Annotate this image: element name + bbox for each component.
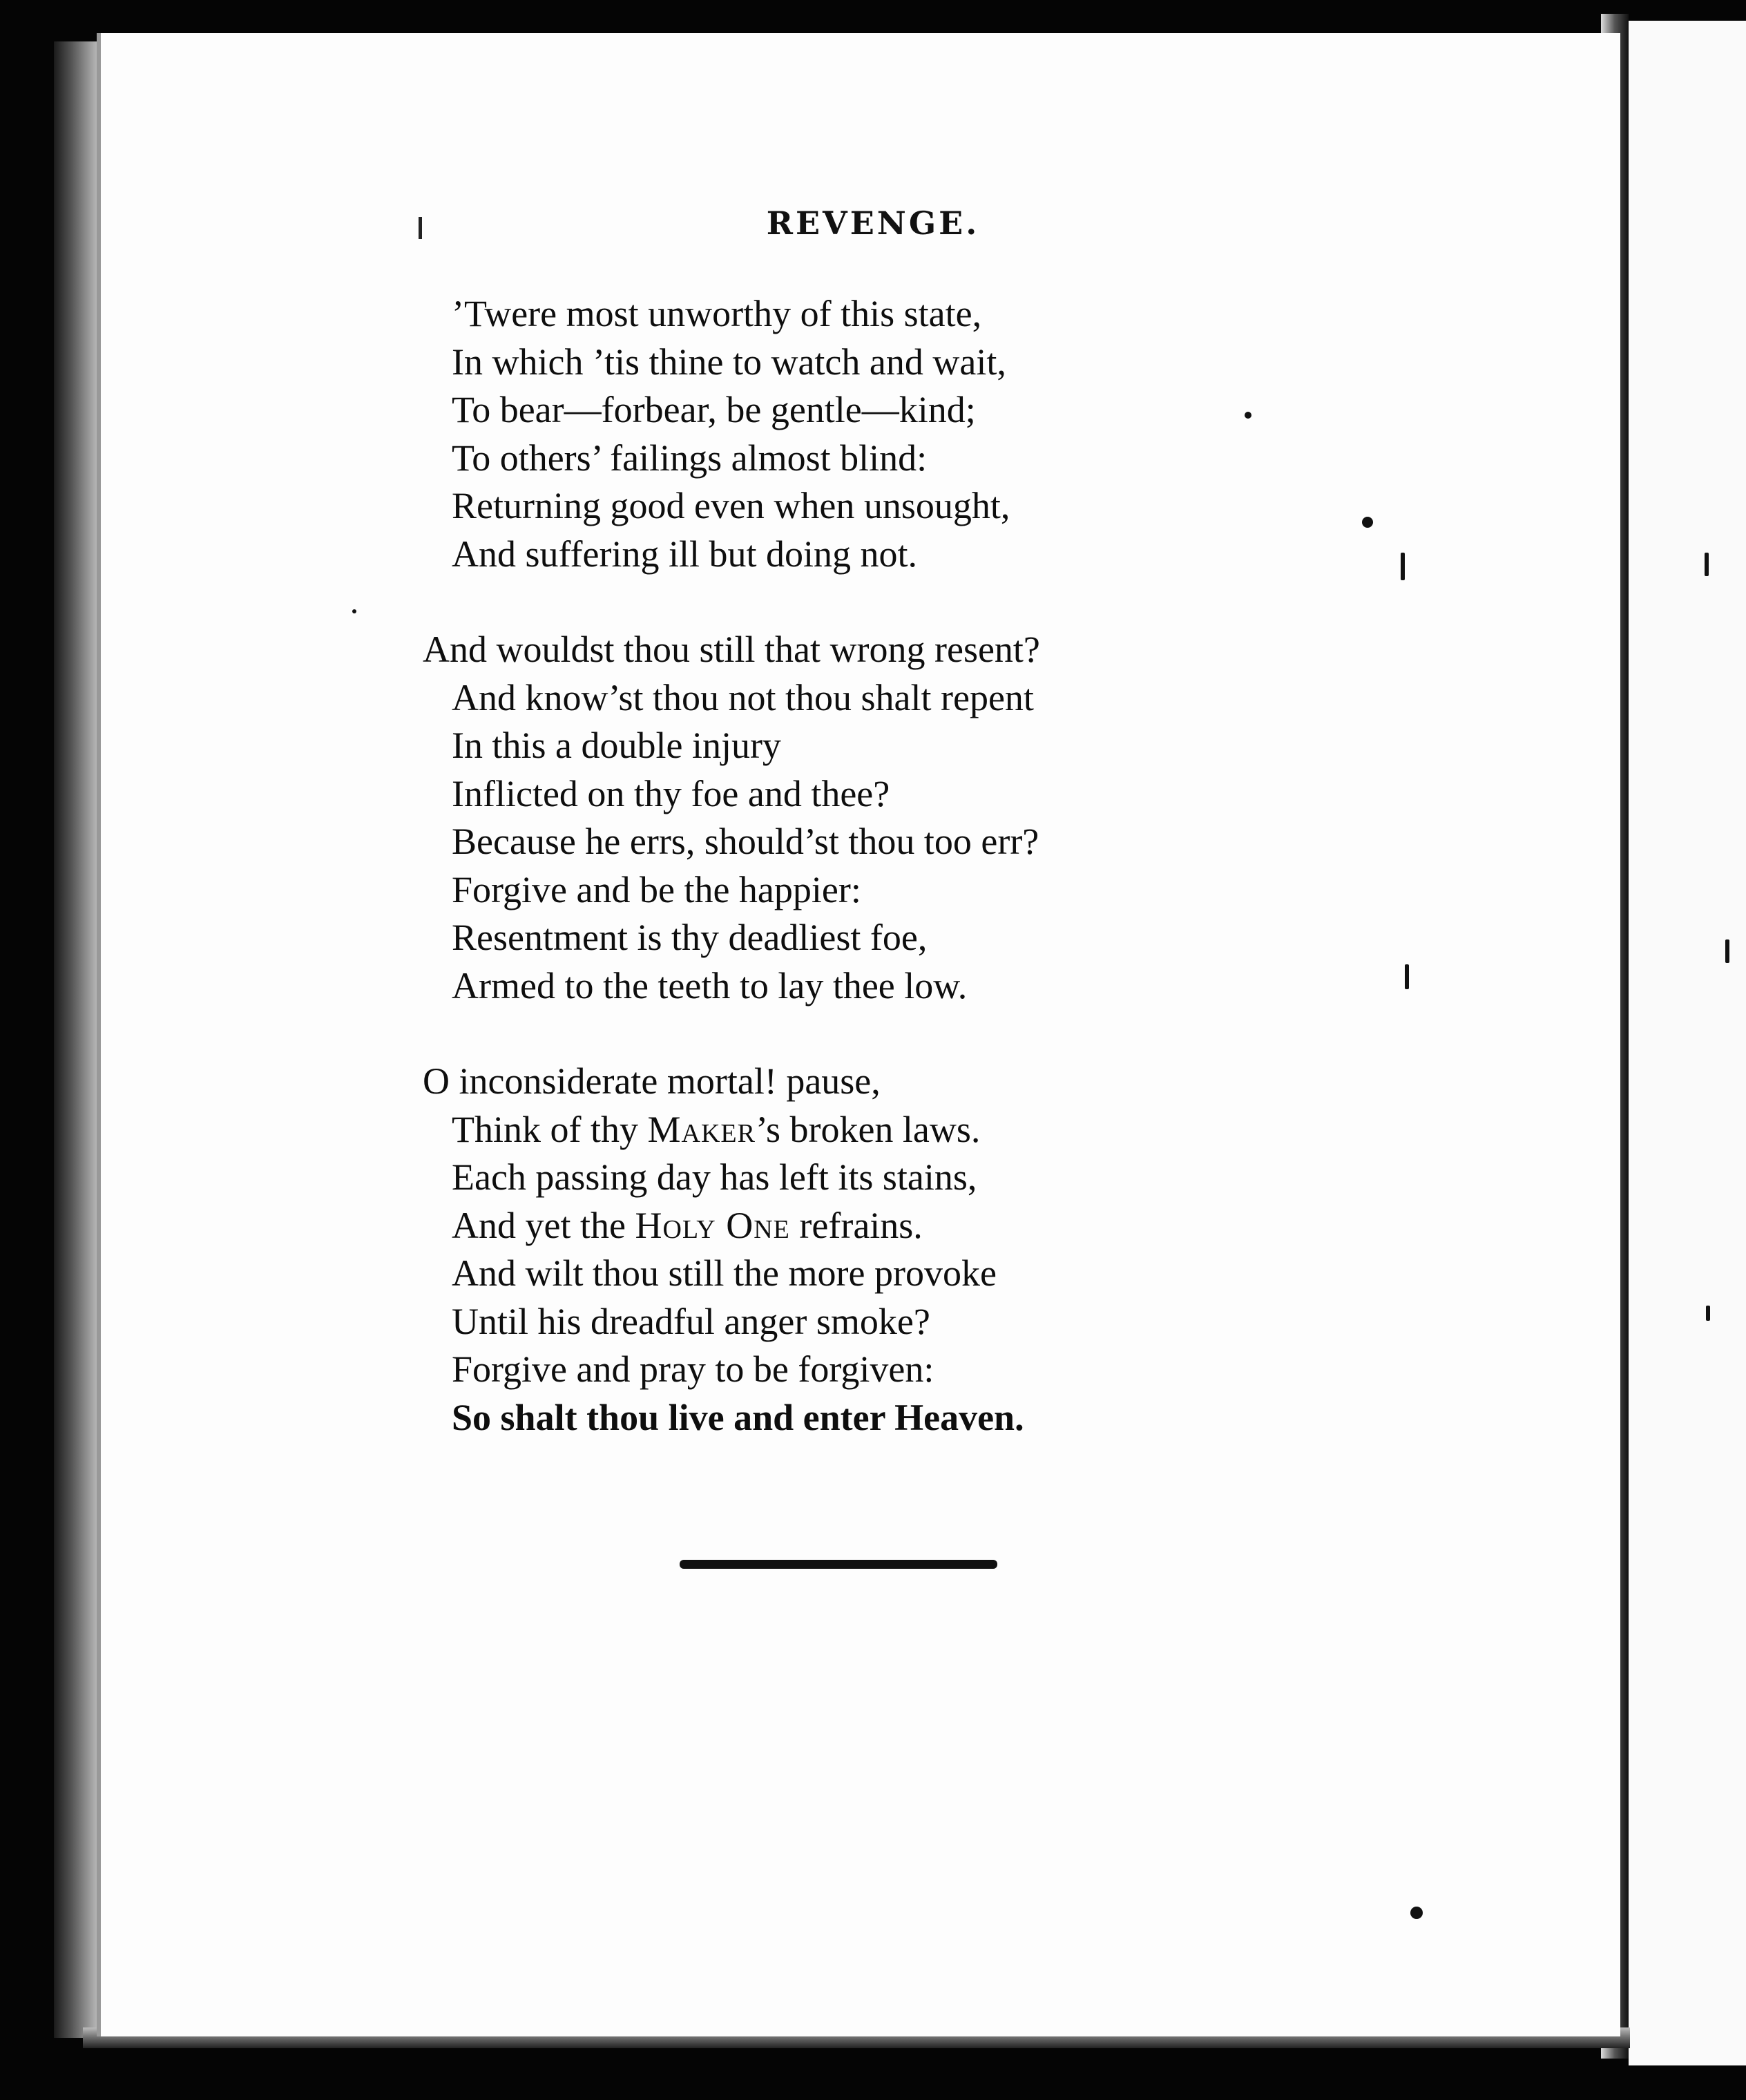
small-caps-word: Maker [647, 1108, 756, 1150]
poem-line: In which ’tis thine to watch and wait, [452, 341, 1006, 383]
ink-speck [1401, 553, 1405, 580]
facing-page [1629, 21, 1746, 2065]
poem-line-text: Think of thy [452, 1108, 648, 1150]
poem-line: Until his dreadful anger smoke? [452, 1300, 930, 1342]
section-end-rule [680, 1560, 997, 1569]
ink-speck [1405, 964, 1409, 989]
stanza [423, 1058, 1293, 1442]
poem-line: Forgive and be the happier: [452, 868, 861, 910]
ink-speck [352, 609, 356, 613]
poem-line: Resentment is thy deadliest foe, [452, 917, 928, 958]
poem-line: ’Twere most unworthy of this state, [452, 293, 982, 334]
poem-line [423, 1202, 1293, 1250]
poem-line-text: ’s broken laws. [755, 1108, 981, 1150]
small-caps-word: Holy One [635, 1204, 790, 1246]
poem-line-text: refrains. [789, 1204, 923, 1246]
stanza [423, 290, 1293, 578]
facing-page-mark [1705, 553, 1709, 576]
poem-line: And wilt thou still the more provoke [452, 1252, 997, 1294]
poem-line [423, 1106, 1293, 1154]
book-spine-edge [54, 41, 98, 2038]
poem-line: Forgive and pray to be forgiven: [452, 1348, 934, 1390]
poem-line-final: So shalt thou live and enter Heaven. [452, 1396, 1024, 1438]
poem-line: Returning good even when unsought, [452, 485, 1010, 526]
stanza [423, 626, 1293, 1010]
ink-speck [1410, 1907, 1423, 1919]
poem-line: To bear—forbear, be gentle—kind; [452, 389, 976, 430]
facing-page-mark [1725, 939, 1729, 963]
poem-line: O inconsiderate mortal! pause, [423, 1060, 881, 1102]
poem-line: In this a double injury [452, 725, 781, 766]
poem-line: And know’st thou not thou shalt repent [452, 676, 1034, 718]
poem-line: Inflicted on thy foe and thee? [452, 772, 890, 814]
poem-line-text: And yet the [452, 1204, 635, 1246]
poem-line: Each passing day has left its stains, [452, 1156, 977, 1198]
poem-line: Armed to the teeth to lay thee low. [452, 964, 968, 1006]
poem-line: Because he errs, should’st thou too err? [452, 821, 1039, 862]
poem-line: And suffering ill but doing not. [452, 533, 917, 575]
poem [423, 290, 1293, 1489]
facing-page-mark [1706, 1306, 1710, 1321]
ink-speck [1362, 517, 1373, 528]
poem-line: And wouldst thou still that wrong resent? [423, 629, 1040, 670]
poem-line: To others’ failings almost blind: [452, 437, 928, 479]
running-head: REVENGE. [766, 204, 980, 242]
